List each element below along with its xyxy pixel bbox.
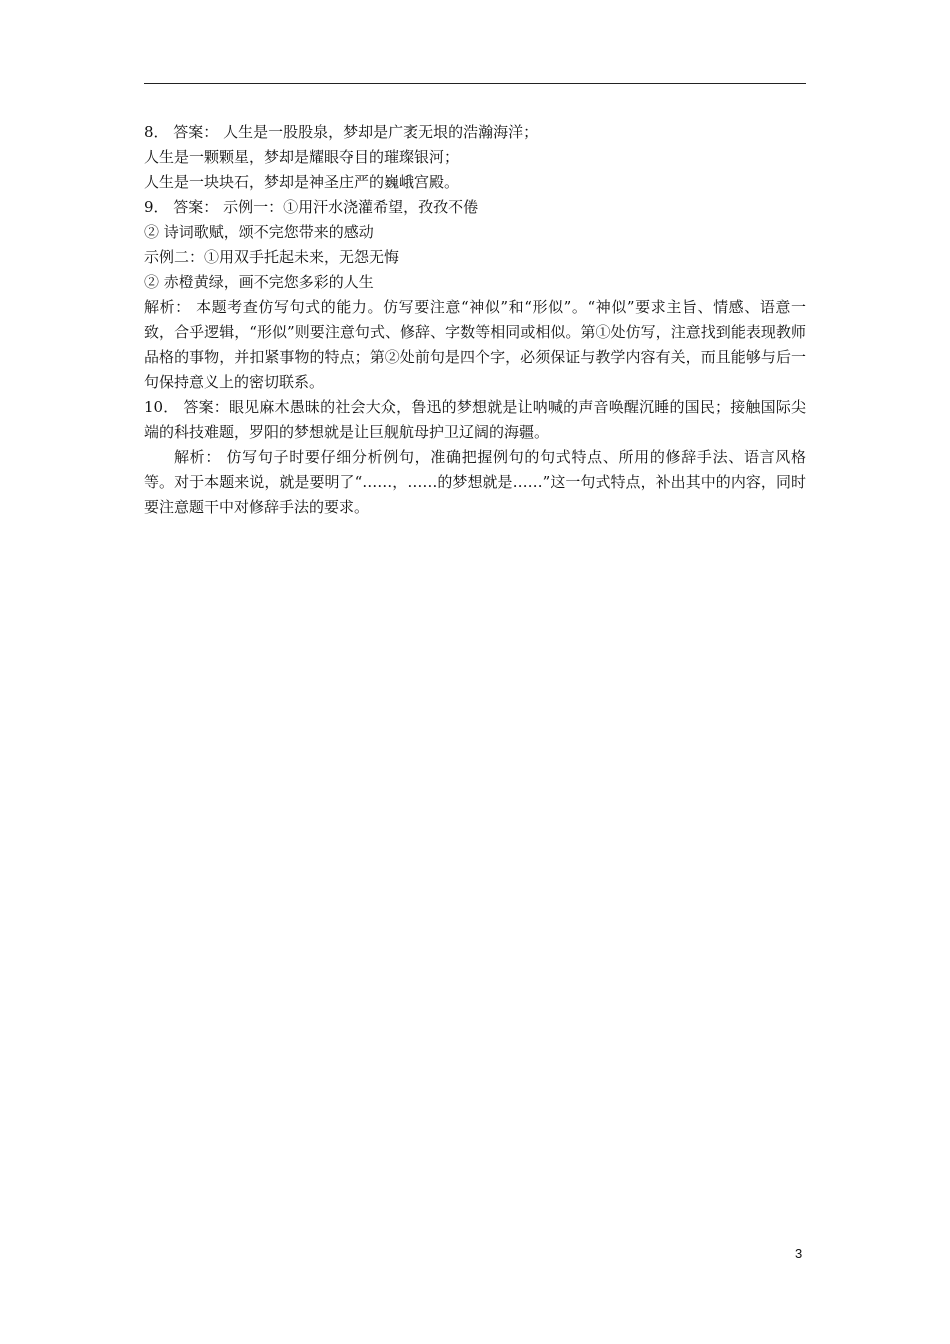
analysis-9-paragraph: 解析： 本题考查仿写句式的能力。仿写要注意“神似”和“形似”。“神似”要求主旨、情感、语意一致，合乎逻辑，“形似”则要注意句式、修辞、字数等相同或相似。第①处仿写，注意找到能表现教师品格的事物，并扣紧事物的特点；第②处前句是四个字，必须保证与教学内容有关，而且能够与后一句保持意义上的密切联系。	[144, 298, 806, 391]
answer-9-line-1: 9． 答案： 示例一：①用汗水浇灌希望，孜孜不倦	[144, 198, 479, 216]
answer-8-line-3: 人生是一块块石，梦却是神圣庄严的巍峨宫殿。	[144, 173, 460, 191]
answer-content	[144, 120, 806, 520]
analysis-10-paragraph: 解析： 仿写句子时要仔细分析例句，准确把握例句的句式特点、所用的修辞手法、语言风格等。对于本题来说，就是要明了“……，……的梦想就是……”这一句式特点，补出其中的内容，同时要注意题干中对修辞手法的要求。	[144, 448, 806, 516]
header-rule	[144, 83, 806, 84]
answer-9-line-4: ② 赤橙黄绿，画不完您多彩的人生	[144, 273, 374, 291]
answer-9-line-2: ② 诗词歌赋，颂不完您带来的感动	[144, 223, 374, 241]
answer-9-line-3: 示例二：①用双手托起未来，无怨无悔	[144, 248, 400, 266]
page-number: 3	[795, 1246, 803, 1261]
answer-8-line-1: 8． 答案： 人生是一股股泉，梦却是广袤无垠的浩瀚海洋；	[144, 123, 539, 141]
answer-8-line-2: 人生是一颗颗星，梦却是耀眼夺目的璀璨银河；	[144, 148, 460, 166]
answer-10-paragraph: 10． 答案：眼见麻木愚昧的社会大众，鲁迅的梦想就是让呐喊的声音唤醒沉睡的国民；接触国际尖端的科技难题，罗阳的梦想就是让巨舰航母护卫辽阔的海疆。	[144, 398, 806, 441]
